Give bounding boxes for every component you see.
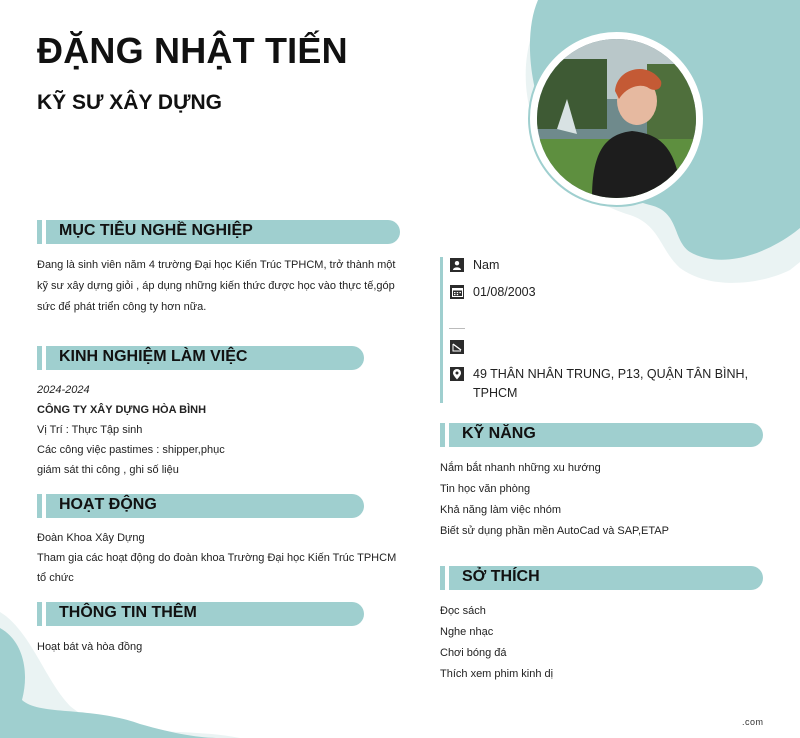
- activities-block: [37, 528, 417, 588]
- experience-period: 2024-2024: [37, 384, 90, 396]
- text-line: Đang là sinh viên năm 4 trường Đại học Kiến Trúc TPHCM, trở thành một: [37, 259, 396, 271]
- section-header-hobbies: [440, 566, 763, 590]
- text-line: sức để phát triển công ty hơn nữa.: [37, 301, 207, 313]
- dob-value: 01/08/2003: [473, 285, 536, 299]
- text-line: Hoạt bát và hòa đồng: [37, 641, 143, 653]
- gender-value: Nam: [473, 258, 500, 272]
- list-item: Chơi bóng đá: [440, 647, 507, 659]
- list-item: Khả năng làm việc nhóm: [440, 504, 562, 516]
- skills-list: [440, 458, 780, 542]
- section-title: HOẠT ĐỘNG: [59, 496, 157, 513]
- list-item: Tin học văn phòng: [440, 483, 531, 495]
- address-line: TPHCM: [473, 386, 518, 400]
- contact-email: [450, 338, 473, 354]
- section-title: MỤC TIÊU NGHỀ NGHIỆP: [59, 222, 253, 239]
- text-line: tổ chức: [37, 572, 74, 584]
- extra-info-block: [37, 637, 417, 658]
- section-title: KINH NGHIỆM LÀM VIỆC: [59, 348, 248, 365]
- section-title: THÔNG TIN THÊM: [59, 604, 197, 621]
- candidate-name: ĐẶNG NHẬT TIẾN: [37, 30, 348, 71]
- list-item: Nghe nhạc: [440, 626, 494, 638]
- text-line: Các công việc pastimes : shipper,phục: [37, 444, 225, 456]
- text-line: kỹ sư xây dựng giỏi , áp dụng những kiến thức được học vào thực tế,góp: [37, 280, 395, 292]
- section-header-activities: [37, 494, 364, 518]
- text-line: Tham gia các hoạt động do đoàn khoa Trường Đại học Kiến Trúc TPHCM: [37, 552, 397, 564]
- address-value: [473, 365, 748, 403]
- list-item: Nắm bắt nhanh những xu hướng: [440, 462, 601, 474]
- email-icon: [450, 340, 464, 354]
- contact-dob: [450, 283, 536, 302]
- section-header-extra-info: [37, 602, 364, 626]
- section-header-experience: [37, 346, 364, 370]
- list-item: Thích xem phim kinh dị: [440, 668, 554, 680]
- list-item: Biết sử dụng phần mền AutoCad và SAP,ETAP: [440, 525, 669, 537]
- contact-address: [450, 365, 748, 403]
- job-title: KỸ SƯ XÂY DỰNG: [37, 91, 222, 114]
- calendar-icon: [450, 285, 464, 299]
- experience-block: [37, 380, 417, 480]
- footer-mark: .com: [742, 717, 764, 727]
- section-title: KỸ NĂNG: [462, 425, 536, 442]
- text-line: Vị Trí : Thực Tập sinh: [37, 424, 143, 436]
- experience-company: CÔNG TY XÂY DỰNG HÒA BÌNH: [37, 404, 207, 416]
- text-line: giám sát thi công , ghi số liệu: [37, 464, 179, 476]
- text-line: Đoàn Khoa Xây Dựng: [37, 532, 145, 544]
- contact-separator: [449, 328, 465, 329]
- contact-gender: [450, 256, 499, 275]
- list-item: Đọc sách: [440, 605, 486, 617]
- person-icon: [450, 258, 464, 272]
- section-header-skills: [440, 423, 763, 447]
- location-pin-icon: [450, 367, 464, 381]
- section-title: SỞ THÍCH: [462, 568, 540, 585]
- objective-text: [37, 255, 417, 318]
- section-header-objective: [37, 220, 400, 244]
- hobbies-list: [440, 601, 780, 685]
- profile-photo: [528, 30, 705, 207]
- contact-divider: [440, 257, 443, 403]
- avatar: [537, 39, 696, 198]
- address-line: 49 THÂN NHÂN TRUNG, P13, QUẬN TÂN BÌNH,: [473, 367, 749, 381]
